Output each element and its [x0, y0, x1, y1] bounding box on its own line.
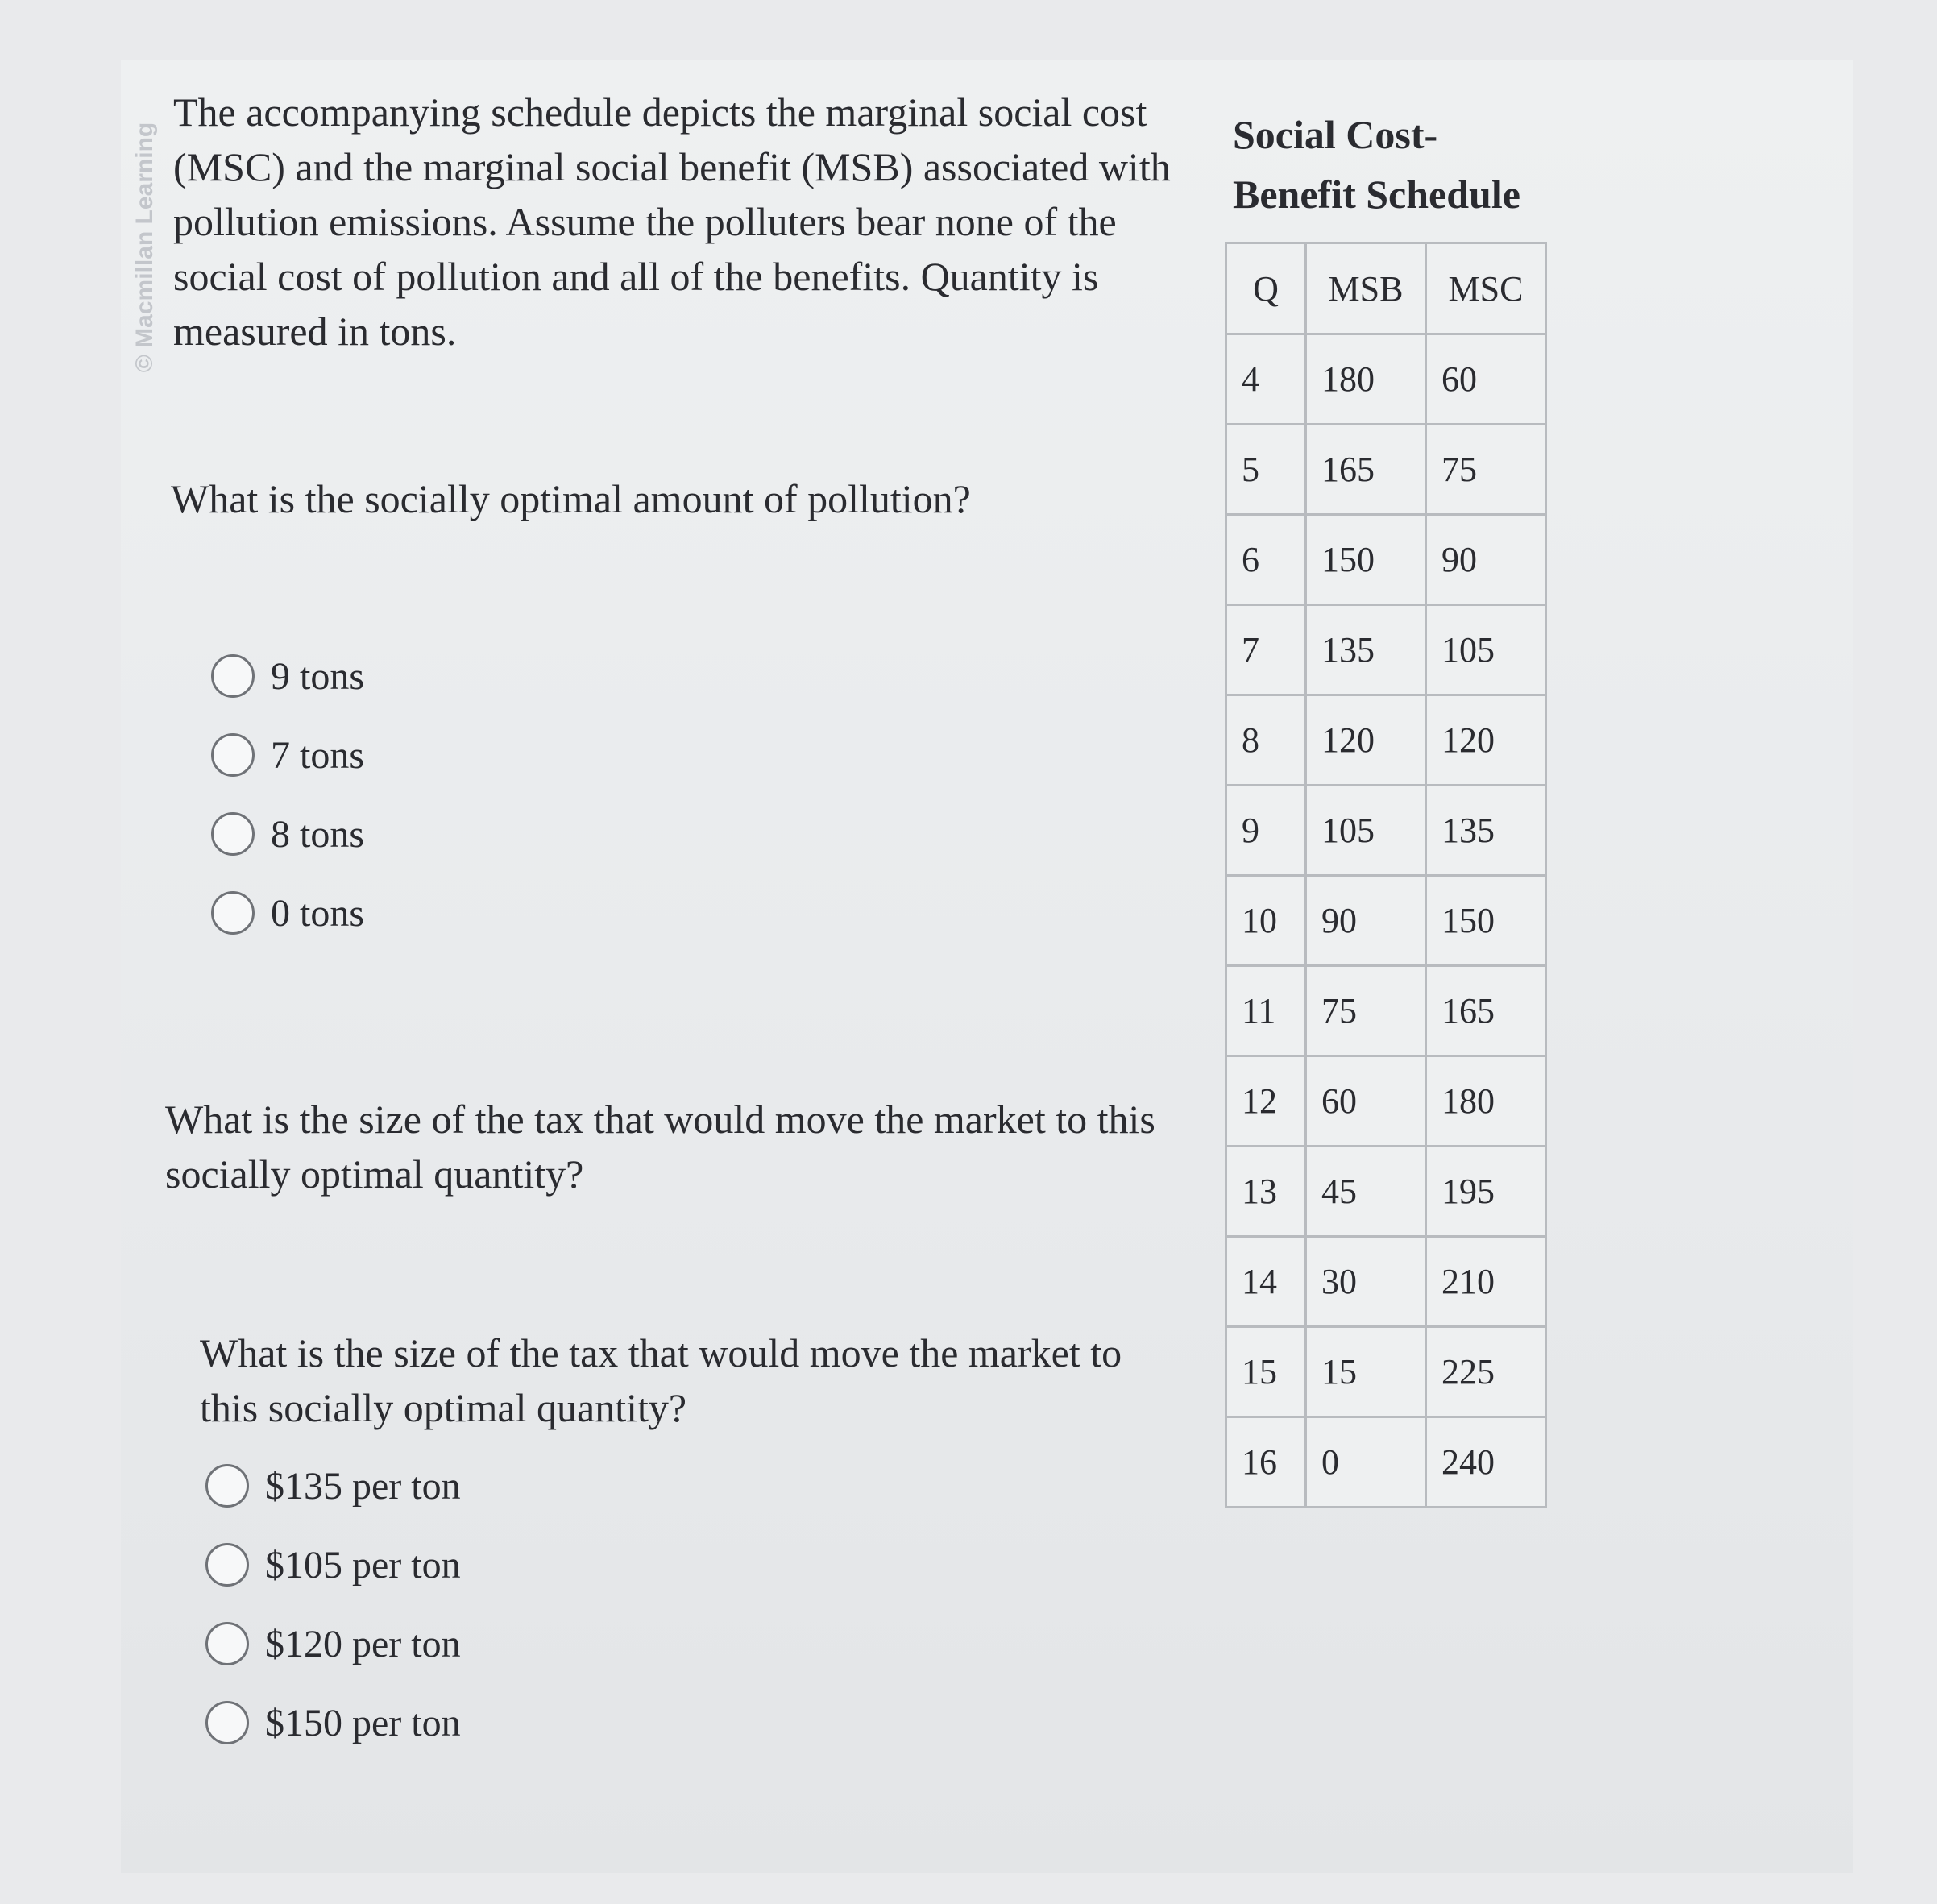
cell-q: 14 [1226, 1237, 1306, 1327]
option-label: 7 tons [271, 733, 365, 777]
cell-msc: 180 [1426, 1056, 1546, 1147]
cell-q: 16 [1226, 1417, 1306, 1508]
cost-benefit-table [1225, 242, 1547, 1508]
option-label: $135 per ton [265, 1464, 461, 1508]
cell-q: 4 [1226, 334, 1306, 425]
table-header-row [1226, 243, 1546, 334]
cell-q: 12 [1226, 1056, 1306, 1147]
radio-button[interactable] [211, 733, 255, 777]
cell-msb: 60 [1306, 1056, 1426, 1147]
table-row [1226, 966, 1546, 1056]
option-label: $150 per ton [265, 1701, 461, 1744]
option-label: $105 per ton [265, 1543, 461, 1587]
option-0-tons[interactable] [211, 873, 364, 952]
cell-q: 8 [1226, 695, 1306, 786]
cell-msb: 150 [1306, 515, 1426, 605]
cell-msb: 180 [1306, 334, 1426, 425]
table-row [1226, 425, 1546, 515]
table-row [1226, 695, 1546, 786]
cell-msc: 240 [1426, 1417, 1546, 1508]
option-150-per-ton[interactable] [205, 1683, 461, 1762]
question-tax-size: What is the size of the tax that would move the market to this socially optimal quantity? [165, 1097, 1155, 1197]
cell-msc: 225 [1426, 1327, 1546, 1417]
question-tax-size-repeat: What is the size of the tax that would move the market to this socially optimal quantity? [200, 1330, 1122, 1430]
radio-button[interactable] [211, 812, 255, 856]
option-135-per-ton[interactable] [205, 1446, 461, 1525]
table-body [1226, 334, 1546, 1508]
header-msc: MSC [1426, 243, 1546, 334]
table-row [1226, 1327, 1546, 1417]
intro-text: The accompanying schedule depicts the marginal social cost (MSC) and the marginal social benefit (MSB) associated with pollution emissions. Assume the polluters bear none of the social cost of pollution and all of the benefits. Quantity is measured in tons. [173, 89, 1171, 354]
option-105-per-ton[interactable] [205, 1525, 461, 1604]
cell-q: 15 [1226, 1327, 1306, 1417]
cell-msc: 90 [1426, 515, 1546, 605]
cell-q: 10 [1226, 876, 1306, 966]
cell-msb: 90 [1306, 876, 1426, 966]
watermark [121, 89, 169, 427]
option-label: 0 tons [271, 891, 365, 935]
question-optimal-pollution: What is the socially optimal amount of pollution? [171, 476, 971, 521]
table-row [1226, 786, 1546, 876]
cell-q: 5 [1226, 425, 1306, 515]
radio-button[interactable] [211, 891, 255, 935]
tax-options [205, 1446, 461, 1762]
cell-msc: 165 [1426, 966, 1546, 1056]
table-row [1226, 334, 1546, 425]
table-row [1226, 1237, 1546, 1327]
table-row [1226, 1147, 1546, 1237]
cell-msb: 45 [1306, 1147, 1426, 1237]
cell-msc: 195 [1426, 1147, 1546, 1237]
cell-msc: 120 [1426, 695, 1546, 786]
radio-button[interactable] [205, 1622, 249, 1665]
optimal-pollution-options [211, 637, 364, 952]
cell-msb: 135 [1306, 605, 1426, 695]
cell-q: 11 [1226, 966, 1306, 1056]
cell-msb: 0 [1306, 1417, 1426, 1508]
header-msb: MSB [1306, 243, 1426, 334]
table-row [1226, 876, 1546, 966]
cell-msc: 105 [1426, 605, 1546, 695]
schedule-title-line1: Social Cost- [1233, 112, 1438, 157]
cell-msc: 210 [1426, 1237, 1546, 1327]
watermark-text: © Macmillan Learning [131, 122, 158, 373]
table-row [1226, 1417, 1546, 1508]
option-7-tons[interactable] [211, 716, 364, 794]
table-row [1226, 605, 1546, 695]
radio-button[interactable] [205, 1464, 249, 1508]
cell-q: 7 [1226, 605, 1306, 695]
option-120-per-ton[interactable] [205, 1604, 461, 1683]
cell-msb: 165 [1306, 425, 1426, 515]
cell-msb: 15 [1306, 1327, 1426, 1417]
cell-msc: 60 [1426, 334, 1546, 425]
option-9-tons[interactable] [211, 637, 364, 716]
cell-msb: 120 [1306, 695, 1426, 786]
radio-button[interactable] [205, 1543, 249, 1587]
cell-msb: 105 [1306, 786, 1426, 876]
cell-msb: 75 [1306, 966, 1426, 1056]
cell-msc: 150 [1426, 876, 1546, 966]
option-label: 9 tons [271, 654, 365, 698]
schedule-title-line2: Benefit Schedule [1233, 172, 1520, 217]
radio-button[interactable] [205, 1701, 249, 1744]
schedule-title [1233, 105, 1520, 224]
cell-q: 9 [1226, 786, 1306, 876]
option-label: $120 per ton [265, 1622, 461, 1665]
cell-q: 6 [1226, 515, 1306, 605]
table-row [1226, 1056, 1546, 1147]
cell-q: 13 [1226, 1147, 1306, 1237]
header-q: Q [1226, 243, 1306, 334]
cell-msc: 135 [1426, 786, 1546, 876]
option-label: 8 tons [271, 812, 365, 856]
cell-msb: 30 [1306, 1237, 1426, 1327]
cell-msc: 75 [1426, 425, 1546, 515]
table-row [1226, 515, 1546, 605]
radio-button[interactable] [211, 654, 255, 698]
option-8-tons[interactable] [211, 794, 364, 873]
